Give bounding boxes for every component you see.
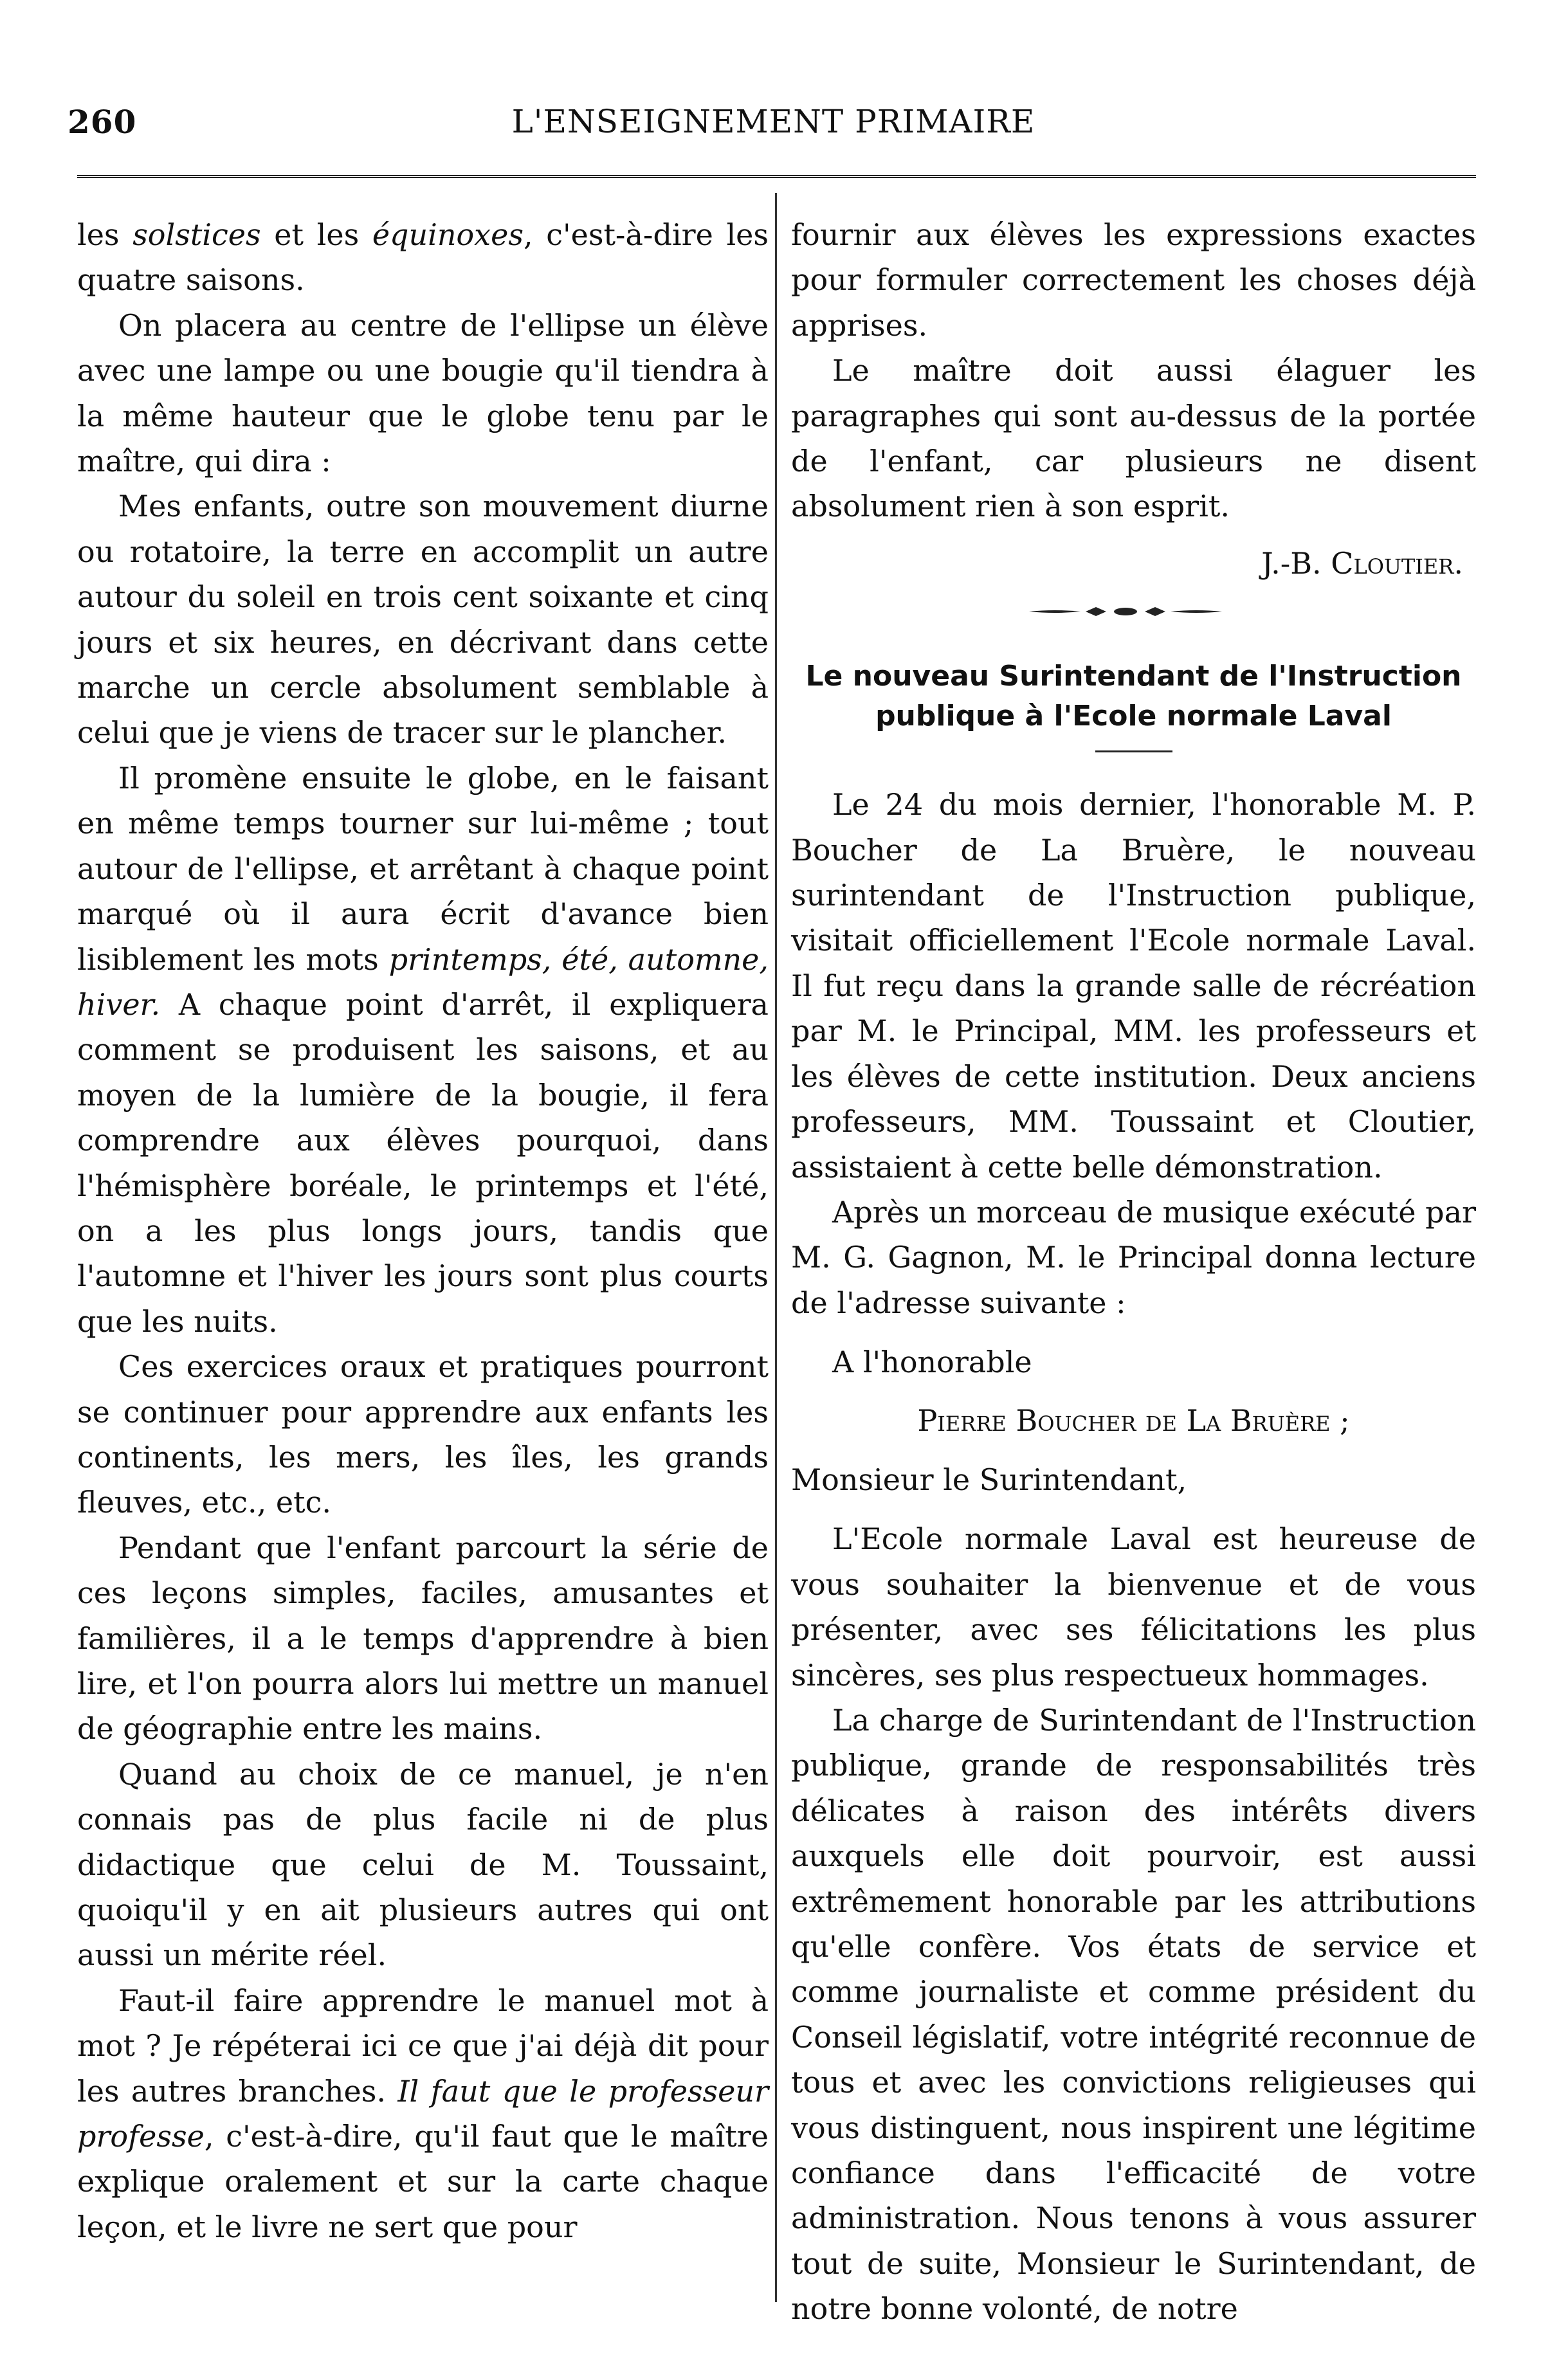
text-run: et les xyxy=(260,217,372,252)
salutation: Monsieur le Surintendant, xyxy=(791,1462,1187,1497)
page-number: 260 xyxy=(68,103,137,141)
italic-words: printemps, été, automne, hiver. xyxy=(77,941,769,1022)
text-run: , c'est-à-dire, qu'il faut que le maître explique oralement et sur la carte chaque leçon, et le livre ne sert que pour xyxy=(77,2119,769,2244)
text-run: , c'est-à-dire les quatre saisons. xyxy=(77,217,769,298)
right-paragraph-6: L'Ecole normale Laval est heureuse de vous souhaiter la bienvenue et de vous présenter, avec ses félicitations les plus sincères, ses plus respectueux hommages. xyxy=(791,1522,1476,1693)
text-run: les xyxy=(77,217,133,252)
signature: J.-B. Cloutier. xyxy=(1261,545,1463,581)
left-column xyxy=(77,212,769,2249)
running-title: L'ENSEIGNEMENT PRIMAIRE xyxy=(511,103,1035,140)
left-paragraph-5: Ces exercices oraux et pratiques pourront se continuer pour apprendre aux enfants les continents, les mers, les îles, les grands fleuves, etc., etc. xyxy=(77,1349,769,1520)
right-paragraph-4: Après un morceau de musique exécuté par M. G. Gagnon, M. le Principal donna lecture de l'adresse suivante : xyxy=(791,1194,1476,1320)
text-run: A chaque point d'arrêt, il expliquera comment se produisent les saisons, et au moyen de la lumière de la bougie, il fera comprendre aux élèves pourquoi, dans l'hémisphère boréale, le printemps et l'été, on a les plus longs jours, tandis que l'automne et l'hiver les jours sont plus courts que les nuits. xyxy=(77,986,769,1339)
right-column xyxy=(791,212,1476,2332)
left-paragraph-8 xyxy=(77,1978,769,2249)
column-divider xyxy=(775,193,777,2302)
right-paragraph-3: Le 24 du mois dernier, l'honorable M. P. Boucher de La Bruère, le nouveau surintendant de l'Instruction publique, visitait officiellement l'Ecole normale Laval. Il fut reçu dans la grande salle de récréation par M. le Principal, MM. les professeurs et les élèves de cette institution. Deux anciens professeurs, MM. Toussaint et Cloutier, assistaient à cette belle démonstration. xyxy=(791,787,1476,1185)
addressee: Pierre Boucher de La Bruère ; xyxy=(917,1403,1350,1438)
italic-term: solstices xyxy=(132,217,261,252)
left-paragraph-1 xyxy=(77,212,769,303)
left-paragraph-4 xyxy=(77,756,769,1344)
text-run: Faut-il faire apprendre le manuel mot à mot ? Je répéterai ici ce que j'ai déjà dit pour les autres branches. xyxy=(77,1983,769,2109)
right-paragraph-5: A l'honorable xyxy=(832,1345,1032,1380)
italic-phrase: Il faut que le professeur professe xyxy=(77,2073,769,2154)
left-paragraph-2: On placera au centre de l'ellipse un élève avec une lampe ou une bougie qu'il tiendra à la même hauteur que le globe tenu par le maître, qui dira : xyxy=(77,307,769,479)
header-rule xyxy=(77,175,1476,178)
right-paragraph-1: fournir aux élèves les expressions exactes pour formuler correctement les choses déjà apprises. xyxy=(791,217,1476,343)
article-title: Le nouveau Surintendant de l'Instruction publique à l'Ecole normale Laval xyxy=(805,660,1462,733)
page-header xyxy=(68,103,1479,148)
italic-term: équinoxes xyxy=(372,217,524,252)
ornament-icon xyxy=(1029,602,1222,621)
left-paragraph-6: Pendant que l'enfant parcourt la série de ces leçons simples, faciles, amusantes et familières, il a le temps d'apprendre à bien lire, et l'on pourra alors lui mettre un manuel de géographie entre les mains. xyxy=(77,1530,769,1747)
right-paragraph-7: La charge de Surintendant de l'Instruction publique, grande de responsabilités très délicates à raison des intérêts divers auxquels elle doit pourvoir, est aussi extrêmement honorable par les attributions qu'elle confère. Vos états de service et comme journaliste et comme président du Conseil législatif, votre intégrité reconnue de tous et avec les convictions religieuses qui vous distinguent, nous inspirent une légitime confiance dans l'efficacité de votre administration. Nous tenons à vous assurer tout de suite, Monsieur le Surintendant, de notre bonne volonté, de notre xyxy=(791,1702,1476,2327)
right-paragraph-2: Le maître doit aussi élaguer les paragraphes qui sont au-dessus de la portée de l'enfant, car plusieurs ne disent absolument rien à son esprit. xyxy=(791,353,1476,524)
text-run: Il promène ensuite le globe, en le faisant en même temps tourner sur lui-même ; tout autour de l'ellipse, et arrêtant à chaque point marqué où il aura écrit d'avance bien lisiblement les mots xyxy=(77,760,769,977)
ornament-divider xyxy=(791,586,1476,644)
left-paragraph-7: Quand au choix de ce manuel, je n'en connais pas de plus facile ni de plus didactique que celui de M. Toussaint, quoiqu'il y en ait plusieurs autres qui ont aussi un mérite réel. xyxy=(77,1756,769,1973)
title-rule xyxy=(1095,750,1172,752)
left-paragraph-3: Mes enfants, outre son mouvement diurne ou rotatoire, la terre en accomplit un autre autour du soleil en trois cent soixante et cinq jours et six heures, en décrivant dans cette marche un cercle absolument semblable à celui que je viens de tracer sur le plancher. xyxy=(77,489,769,750)
